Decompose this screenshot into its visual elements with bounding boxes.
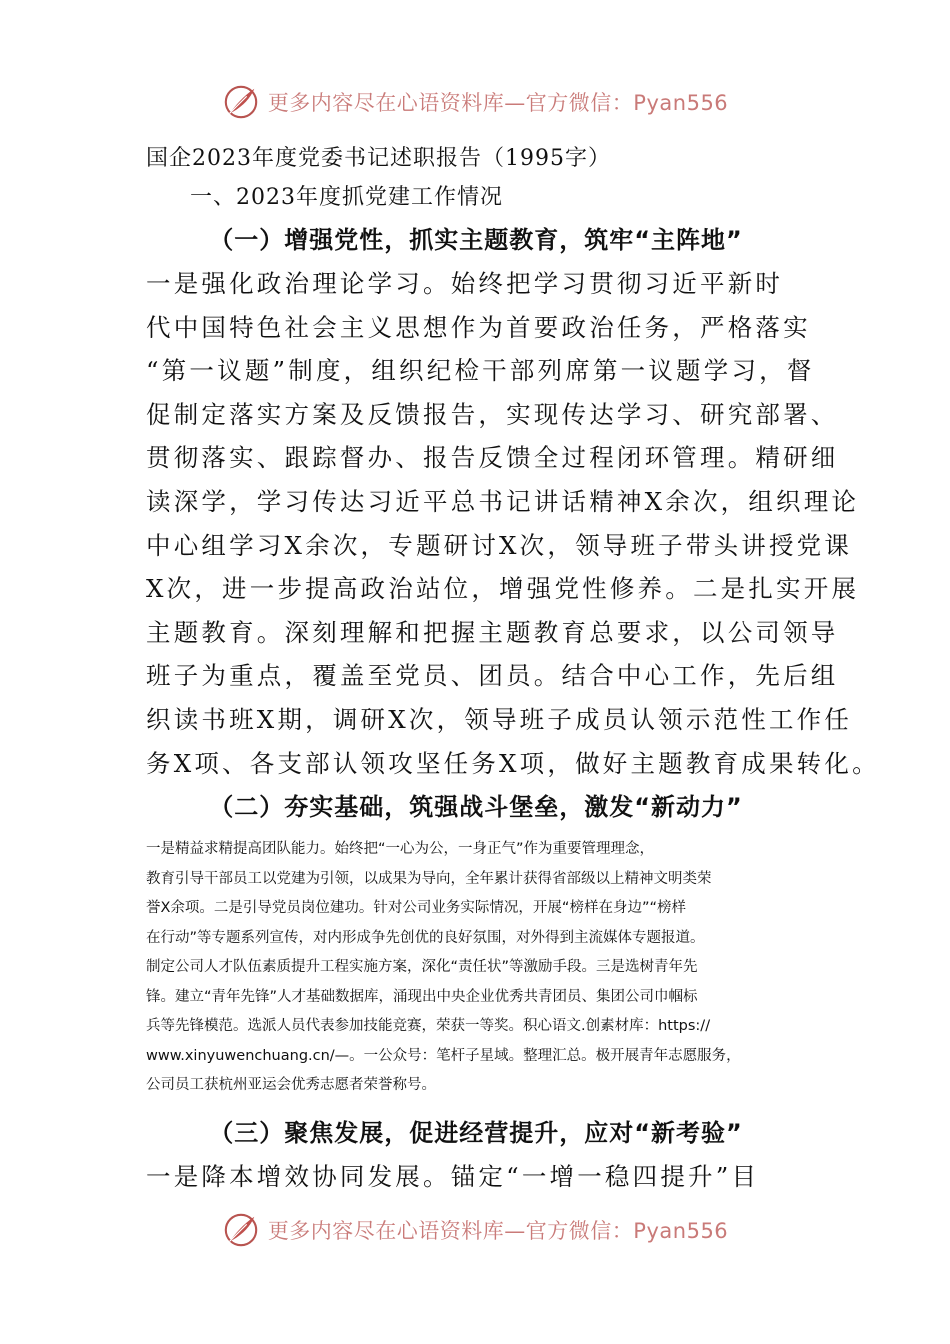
- text-line: 务X项、各支部认领攻坚任务X项，做好主题教育成果转化。: [146, 748, 880, 778]
- text-line: 一是精益求精提高团队能力。始终把“一心为公，一身正气”作为重要管理理念，: [146, 841, 655, 858]
- text-line: 读深学，学习传达习近平总书记讲话精神X余次，组织理论: [146, 486, 860, 516]
- document-body: [146, 140, 880, 1198]
- text-line: 在行动”等专题系列宣传，对内形成争先创优的良好氛围，对外得到主流媒体专题报道。: [146, 929, 705, 946]
- section-heading: 一、2023年度抓党建工作情况: [190, 185, 503, 210]
- text-line: 公司员工获杭州亚运会优秀志愿者荣誉称号。: [146, 1077, 436, 1094]
- text-line: 兵等先锋模范。选派人员代表参加技能竞赛，荣获一等奖。积心语文.创素材库：https://: [146, 1018, 711, 1035]
- text-line: 誉X余项。二是引导党员岗位建功。针对公司业务实际情况，开展“榜样在身边”“榜样: [146, 900, 686, 917]
- text-line: 贯彻落实、跟踪督办、报告反馈全过程闭环管理。精研细: [146, 443, 839, 473]
- text-line: 主题教育。深刻理解和把握主题教育总要求，以公司领导: [146, 617, 839, 647]
- subsection-heading-1: （一）增强党性，抓实主题教育，筑牢“主阵地”: [209, 226, 743, 254]
- subsection-heading-3: （三）聚焦发展，促进经营提升，应对“新考验”: [209, 1118, 743, 1147]
- watermark-text: 更多内容尽在心语资料库—官方微信：Pyan556: [267, 91, 729, 115]
- subsection-heading-2: （二）夯实基础，筑强战斗堡垒，激发“新动力”: [209, 793, 743, 822]
- feather-pen-logo-icon: [222, 83, 260, 121]
- text-line: 一是强化政治理论学习。始终把学习贯彻习近平新时: [146, 269, 784, 298]
- paragraph-2: [146, 835, 806, 1101]
- paragraph-3: [146, 1155, 806, 1199]
- document-title: 国企2023年度党委书记述职报告（1995字）: [146, 146, 611, 171]
- text-line: 制定公司人才队伍素质提升工程实施方案，深化“责任状”等激励手段。三是选树青年先: [146, 959, 698, 976]
- text-line: 一是降本增效协同发展。锚定“一增一稳四提升”目: [146, 1161, 760, 1191]
- text-line: 织读书班X期，调研X次，领导班子成员认领示范性工作任: [146, 704, 853, 734]
- text-line: 锋。建立“青年先锋”人才基础数据库，涌现出中央企业优秀共青团员、集团公司巾帼标: [146, 988, 698, 1005]
- text-line: “第一议题”制度，组织纪检干部列席第一议题学习，督: [146, 356, 815, 386]
- text-line: 促制定落实方案及反馈报告，实现传达学习、研究部署、: [146, 399, 839, 429]
- paragraph-1: [146, 262, 880, 785]
- text-line: 教育引导干部员工以党建为引领，以成果为导向，全年累计获得省部级以上精神文明类荣: [146, 870, 712, 887]
- watermark-banner-top: [0, 82, 950, 122]
- feather-pen-logo-icon: [222, 1211, 260, 1249]
- text-line: 中心组学习X余次，专题研讨X次，领导班子带头讲授党课: [146, 530, 853, 560]
- watermark-banner-bottom: [0, 1210, 950, 1250]
- watermark-text: 更多内容尽在心语资料库—官方微信：Pyan556: [267, 1219, 729, 1243]
- text-line: 代中国特色社会主义思想作为首要政治任务，严格落实: [146, 312, 811, 342]
- text-line: 班子为重点，覆盖至党员、团员。结合中心工作，先后组: [146, 661, 839, 691]
- text-line: X次，进一步提高政治站位，增强党性修养。二是扎实开展: [146, 574, 860, 604]
- text-line: www.xinyuwenchuang.cn/—。一公众号：笔杆子星域。整理汇总。极开展青年志愿服务，: [146, 1047, 741, 1064]
